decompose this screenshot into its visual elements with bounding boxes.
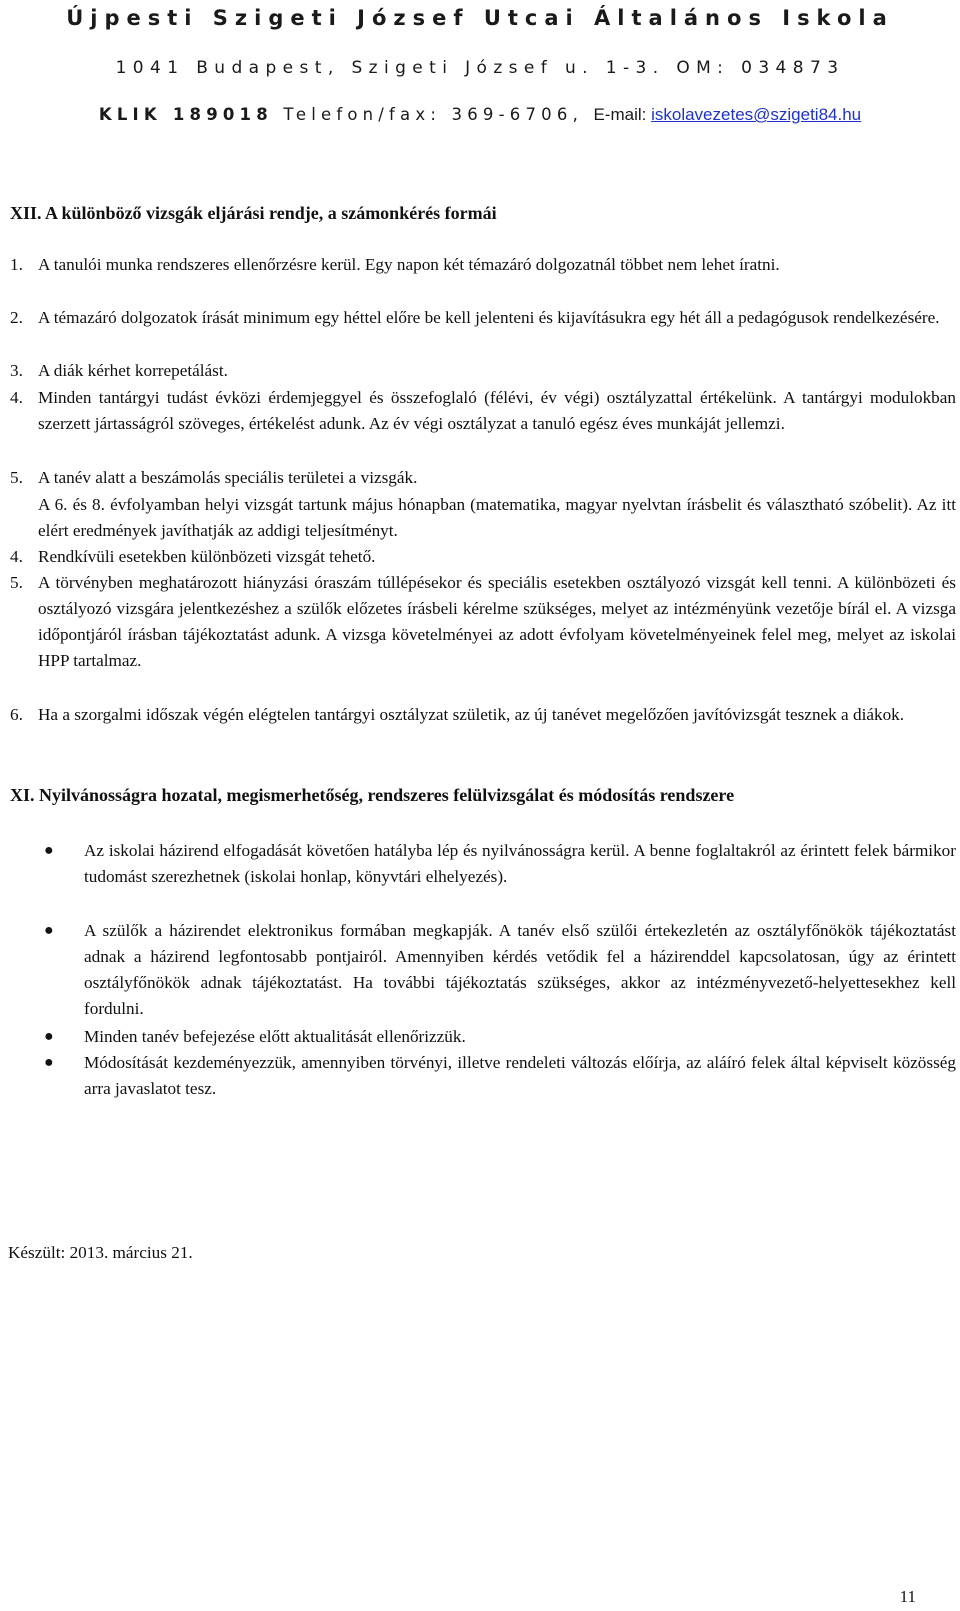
bullet-icon: ● [44,1028,54,1045]
item-number: 3. [10,361,23,380]
item-text: A 6. és 8. évfolyamban helyi vizsgát tartunk május hónapban (matematika, magyar nyelvtan írásbelit és választható szóbelit). Az itt elért eredmények javíthatják az addigi teljesítményt. [38,495,956,540]
list-item [10,702,956,728]
section-12-title: XII. A különböző vizsgák eljárási rendje, a számonkérés formái [10,203,497,223]
klik-id: KLIK 189018 [98,105,273,124]
item-text: A tanulói munka rendszeres ellenőrzésre kerül. Egy napon két témazáró dolgozatnál többet nem lehet íratni. [38,255,780,274]
item-number: 5. [10,468,23,487]
bullet-item [44,1024,956,1050]
bullet-icon: ● [44,842,54,859]
item-number: 4. [10,547,23,566]
page-number: 11 [899,1587,916,1606]
bullet-icon: ● [44,1054,54,1071]
section-11-title: XI. Nyilvánosságra hozatal, megismerhetőség, rendszeres felülvizsgálat és módosítás rendszere [10,785,735,805]
item-text: A témazáró dolgozatok írását minimum egy héttel előre be kell jelenteni és kijavításukra egy hét áll a pedagógusok rendelkezésére. [38,308,940,327]
email-link[interactable]: iskolavezetes@szigeti84.hu [651,105,862,124]
list-item [10,305,956,331]
school-name: Újpesti Szigeti József Utcai Általános Iskola [66,6,894,30]
bullet-text: Az iskolai házirend elfogadását követően hatályba lép és nyilvánosságra kerül. A benne foglaltakról az érintett felek bármikor tudomást szerezhetnek (iskolai honlap, könyvtári elhelyezés). [84,841,956,886]
bullet-item [44,1050,956,1102]
bullet-text: Módosítását kezdeményezzük, amennyiben törvényi, illetve rendeleti változás előírja, az aláíró felek által képviselt közösség arra javaslatot tesz. [84,1053,956,1098]
item-text: Ha a szorgalmi időszak végén elégtelen tantárgyi osztályzat születik, az új tanévet megelőzően javítóvizsgát tesznek a diákok. [38,705,905,724]
document-date: Készült: 2013. március 21. [8,1243,193,1262]
list-item [10,465,956,491]
item-number: 4. [10,388,23,407]
phone-fax: Telefon/fax: 369-6706, [272,105,594,124]
school-address: 1041 Budapest, Szigeti József u. 1-3. OM: 034873 [115,58,845,78]
email-label: E-mail: [593,105,652,124]
bullet-item [44,918,956,1022]
item-text: Rendkívüli esetekben különbözeti vizsgát tehető. [38,547,376,566]
item-text: A törvényben meghatározott hiányzási óraszám túllépésekor és speciális esetekben osztályozó vizsgát kell tenni. A különbözeti és osztályozó vizsgára jelentkezéshez a szülők előzetes írásbeli kérelme szükséges, melyet az intézményünk vezetője bírál el. A vizsga időpontjáról írásban tájékoztatást adunk. A vizsga követelményei az adott évfolyam követelményeinek felel meg, melyet az iskolai HPP tartalmaz. [38,573,956,670]
item-number: 5. [10,573,23,592]
list-item [10,252,956,278]
list-item [38,492,956,544]
item-number: 2. [10,308,23,327]
bullet-text: Minden tanév befejezése előtt aktualitását ellenőrizzük. [84,1027,466,1046]
list-item [10,358,956,384]
list-item [10,570,956,674]
item-text: A tanév alatt a beszámolás speciális területei a vizsgák. [38,468,418,487]
item-number: 6. [10,705,23,724]
item-number: 1. [10,255,23,274]
contact-line [0,105,960,125]
list-item [10,385,956,437]
item-text: A diák kérhet korrepetálást. [38,361,228,380]
bullet-item [44,838,956,890]
bullet-text: A szülők a házirendet elektronikus formában megkapják. A tanév első szülői értekezletén az osztályfőnökök tájékoztatást adnak a házirend legfontosabb pontjairól. Amennyiben kérdés vetődik fel a házirenddel kapcsolatosan, úgy az érintett osztályfőnökök adnak tájékoztatást. Ha további tájékoztatás szükséges, akkor az intézményvezető-helyettesekhez kell fordulni. [84,921,956,1018]
item-text: Minden tantárgyi tudást évközi érdemjeggyel és összefoglaló (félévi, év végi) osztályzattal értékelünk. A tantárgyi modulokban szerzett jártasságról szöveges, értékelést adunk. Az év végi osztályzat a tanuló egész éves munkáját jellemzi. [38,388,956,433]
bullet-icon: ● [44,922,54,939]
list-item [10,544,956,570]
